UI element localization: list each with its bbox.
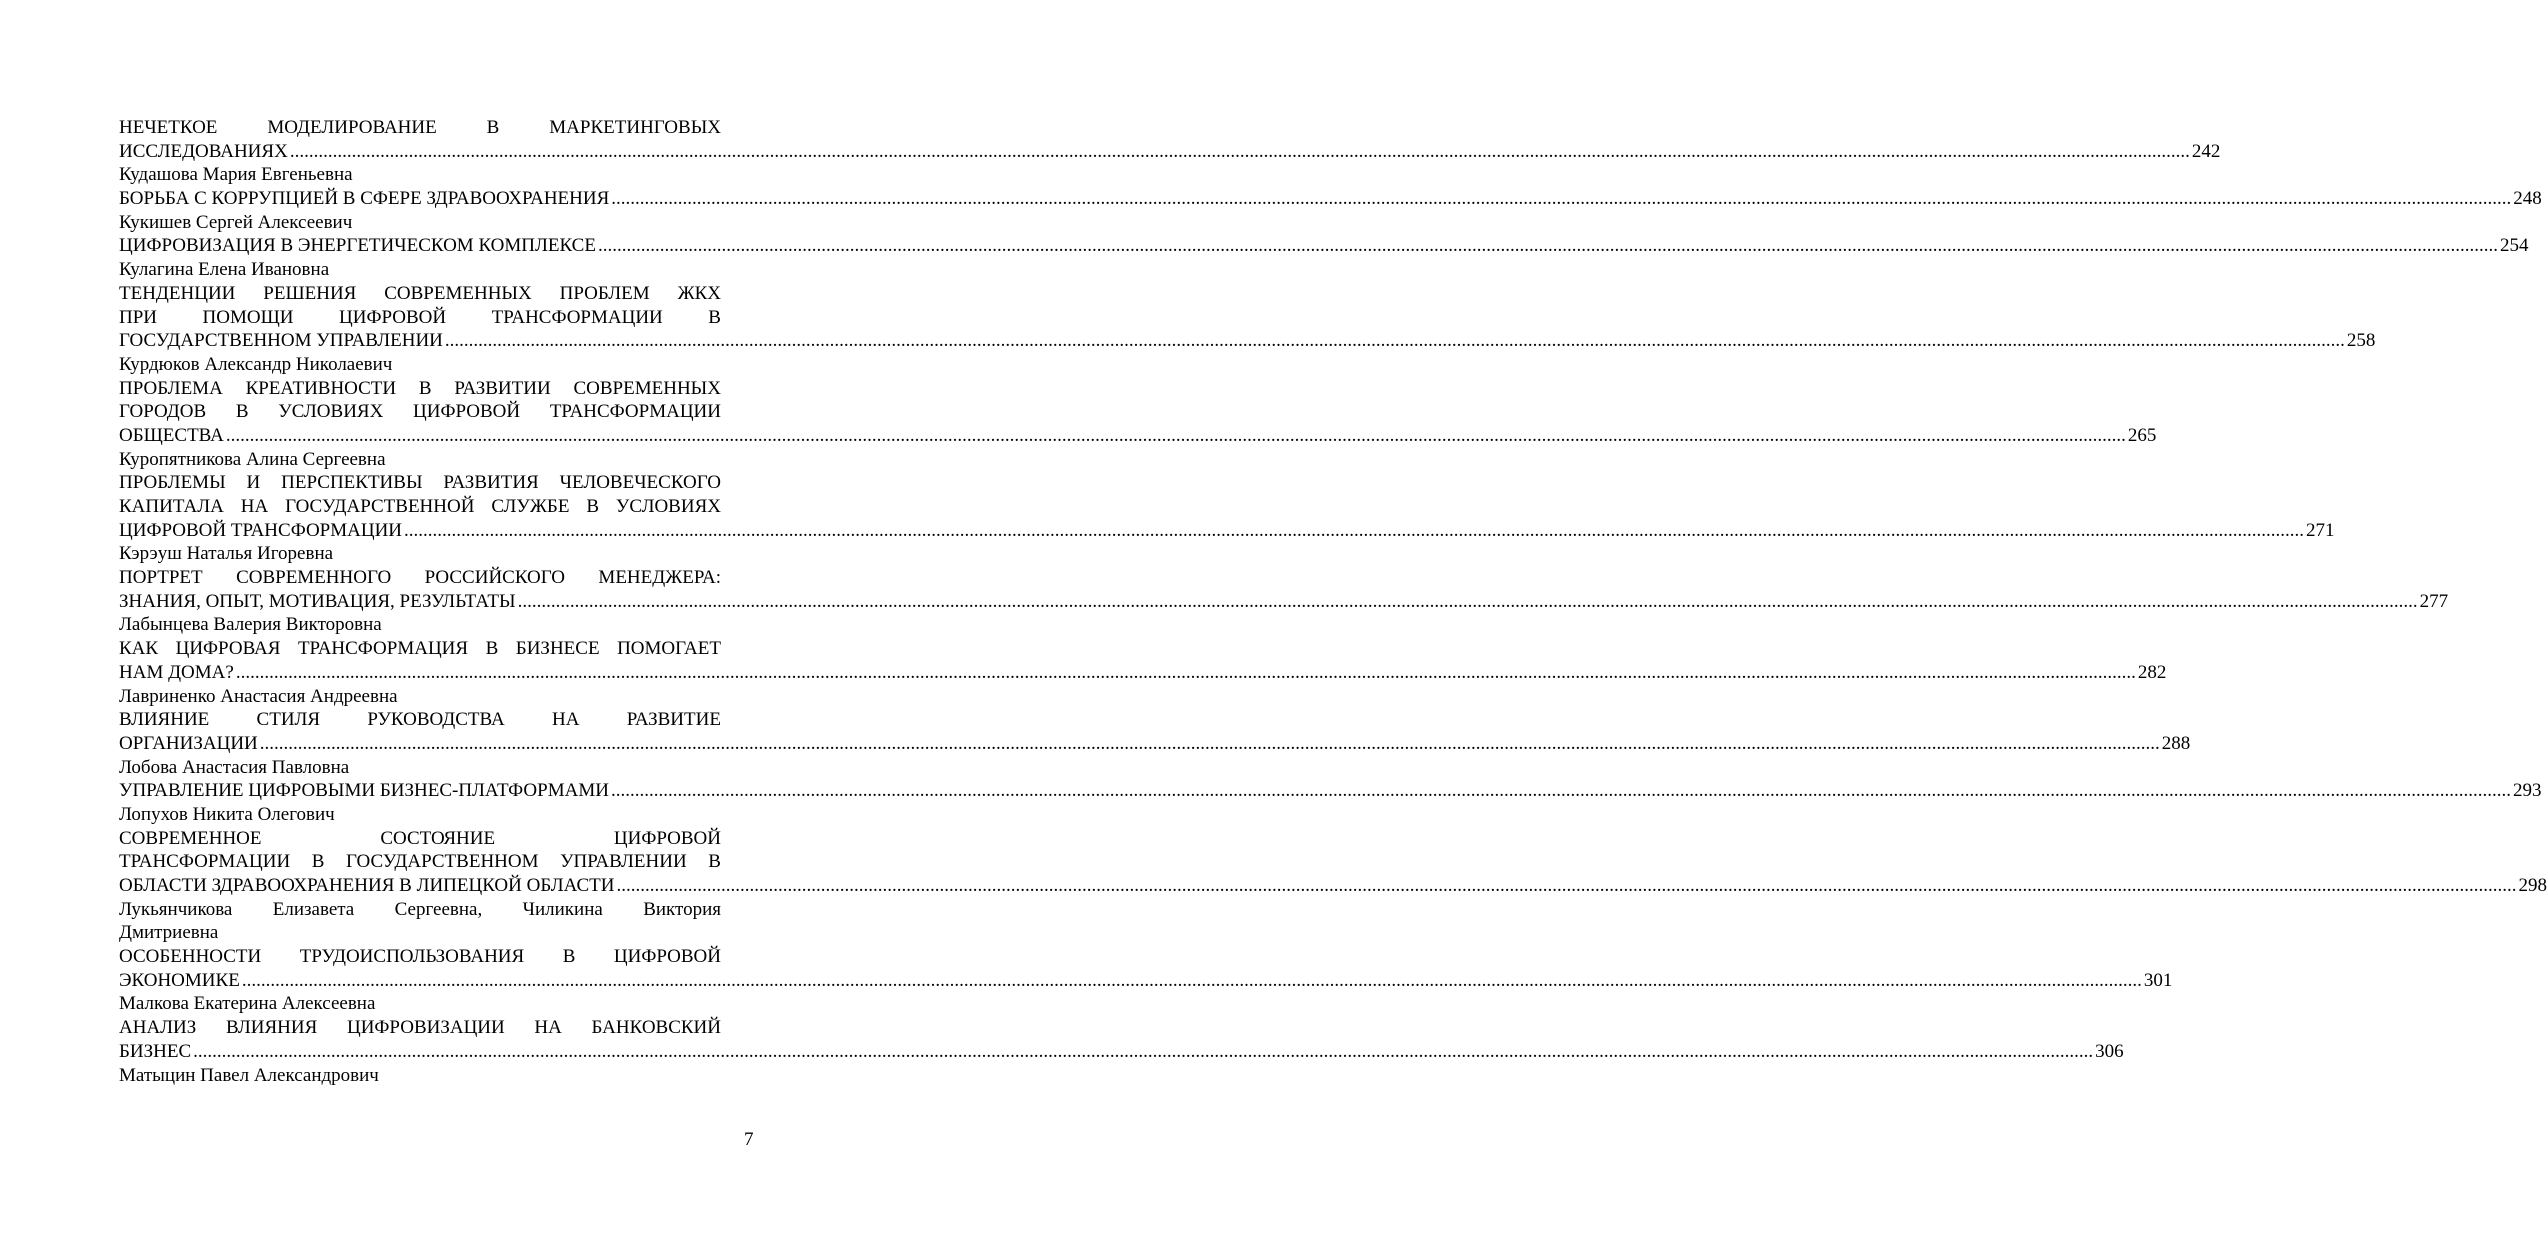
toc-author: Лопухов Никита Олегович xyxy=(119,803,335,825)
toc-word: ВЛИЯНИЯ xyxy=(225,1017,318,1039)
toc-word: УПРАВЛЕНИИ xyxy=(560,851,687,873)
toc-entry[interactable] xyxy=(119,827,2547,945)
toc-word: ПОМОЩИ xyxy=(202,306,294,328)
toc-word: АНАЛИЗ xyxy=(119,1017,197,1039)
toc-title-text: БОРЬБА С КОРРУПЦИЕЙ В СФЕРЕ ЗДРАВООХРАНЕНИЯ xyxy=(119,188,610,210)
toc-page-number: 293 xyxy=(2512,780,2542,802)
toc-word: В xyxy=(485,638,499,660)
toc-leader-dots: ................................................................................................................................................................................................................................................................................................................................................................................................................ xyxy=(444,330,2345,352)
toc-title-last-line xyxy=(119,732,2191,756)
toc-word: В xyxy=(418,377,432,399)
toc-word: СЛУЖБЕ xyxy=(491,496,570,517)
toc-word: УСЛОВИЯХ xyxy=(278,401,384,423)
toc-title-last-line xyxy=(119,140,2221,164)
toc-title-line xyxy=(119,827,721,851)
toc-author: Кудашова Мария Евгеньевна xyxy=(119,164,353,186)
toc-page-number: 282 xyxy=(2137,661,2167,683)
toc-title-line xyxy=(119,637,721,661)
toc-entry[interactable] xyxy=(119,282,2376,377)
toc-page-number: 271 xyxy=(2306,519,2335,541)
toc-entry[interactable] xyxy=(119,471,2335,566)
toc-title-line xyxy=(119,495,721,519)
toc-page-number: 258 xyxy=(2346,330,2376,352)
toc-title-line xyxy=(119,282,721,306)
toc-title-last-line xyxy=(119,1040,2124,1064)
toc-title-last-line xyxy=(119,661,2167,685)
toc-title-last-line xyxy=(119,187,2542,211)
toc-word: ГОСУДАРСТВЕННОЙ xyxy=(285,496,475,517)
toc-title-line xyxy=(119,945,721,969)
toc-leader-dots: ................................................................................................................................................................................................................................................................................................................................................................................................................ xyxy=(597,235,2498,257)
toc-leader-dots: ................................................................................................................................................................................................................................................................................................................................................................................................................ xyxy=(225,424,2126,446)
toc-title-last-line xyxy=(119,424,2157,448)
toc-title-line xyxy=(119,471,721,495)
toc-word: ТРАНСФОРМАЦИИ xyxy=(119,851,291,873)
toc-title-line xyxy=(119,116,721,140)
toc-word: ТРУДОИСПОЛЬЗОВАНИЯ xyxy=(299,946,525,968)
toc-entry[interactable] xyxy=(119,116,2221,187)
table-of-contents xyxy=(119,116,2547,1087)
toc-author: Кулагина Елена Ивановна xyxy=(119,259,330,281)
toc-word: ПРИ xyxy=(119,306,158,328)
toc-leader-dots: ................................................................................................................................................................................................................................................................................................................................................................................................................ xyxy=(517,590,2418,612)
toc-title-last-line xyxy=(119,590,2449,614)
toc-leader-dots: ................................................................................................................................................................................................................................................................................................................................................................................................................ xyxy=(235,661,2136,683)
toc-word: БИЗНЕСЕ xyxy=(515,638,600,660)
toc-word: СОСТОЯНИЕ xyxy=(380,827,496,849)
toc-word: ЖКХ xyxy=(677,282,721,304)
toc-author: Кукишев Сергей Алексеевич xyxy=(119,211,353,233)
toc-word: В xyxy=(708,306,721,328)
toc-word: ЦИФРОВИЗАЦИИ xyxy=(346,1017,505,1039)
toc-word: ВЛИЯНИЕ xyxy=(119,709,210,731)
toc-leader-dots: ................................................................................................................................................................................................................................................................................................................................................................................................................ xyxy=(610,780,2511,802)
toc-title-text: ГОСУДАРСТВЕННОМ УПРАВЛЕНИИ xyxy=(119,330,443,352)
toc-title-line xyxy=(119,377,721,401)
toc-leader-dots: ................................................................................................................................................................................................................................................................................................................................................................................................................ xyxy=(611,188,2512,210)
toc-word: ЦИФРОВОЙ xyxy=(613,827,721,849)
toc-leader-dots: ................................................................................................................................................................................................................................................................................................................................................................................................................ xyxy=(289,140,2190,162)
toc-word: ЦИФРОВОЙ xyxy=(339,306,447,328)
toc-entry[interactable] xyxy=(119,234,2529,281)
toc-word: КАПИТАЛА xyxy=(119,496,224,517)
toc-page-number: 301 xyxy=(2143,969,2173,991)
toc-word: СОВРЕМЕННОГО xyxy=(236,567,392,589)
toc-title-text: ОБЛАСТИ ЗДРАВООХРАНЕНИЯ В ЛИПЕЦКОЙ ОБЛАСТИ xyxy=(119,875,615,896)
toc-author: Куропятникова Алина Сергеевна xyxy=(119,448,386,470)
toc-entry[interactable] xyxy=(119,187,2542,234)
toc-title-text: ЗНАНИЯ, ОПЫТ, МОТИВАЦИЯ, РЕЗУЛЬТАТЫ xyxy=(119,590,516,612)
toc-title-last-line xyxy=(119,329,2376,353)
toc-title-line xyxy=(119,306,721,330)
toc-author: Малкова Екатерина Алексеевна xyxy=(119,993,376,1015)
toc-word: ЦИФРОВОЙ xyxy=(613,946,721,968)
toc-title-text: УПРАВЛЕНИЕ ЦИФРОВЫМИ БИЗНЕС-ПЛАТФОРМАМИ xyxy=(119,780,609,802)
toc-word: В xyxy=(708,851,721,873)
toc-word: РАЗВИТИЯ xyxy=(443,472,539,494)
toc-word: РАЗВИТИИ xyxy=(454,377,551,399)
toc-word: ГОРОДОВ xyxy=(119,401,207,423)
toc-page-number: 277 xyxy=(2419,590,2449,612)
toc-word: ЦИФРОВОЙ xyxy=(413,401,521,423)
toc-word: ОСОБЕННОСТИ xyxy=(119,946,262,968)
toc-word: ПОРТРЕТ xyxy=(119,567,203,589)
toc-leader-dots: ................................................................................................................................................................................................................................................................................................................................................................................................................ xyxy=(193,1040,2094,1062)
toc-title-line xyxy=(119,566,721,590)
toc-leader-dots: ................................................................................................................................................................................................................................................................................................................................................................................................................ xyxy=(259,732,2160,754)
toc-author: Матыцин Павел Александрович xyxy=(119,1064,379,1086)
toc-entry[interactable] xyxy=(119,1016,2124,1087)
toc-page-number: 265 xyxy=(2127,424,2157,446)
toc-word: РЕШЕНИЯ xyxy=(263,282,357,304)
toc-title-text: ИССЛЕДОВАНИЯХ xyxy=(119,140,288,162)
toc-word: НА xyxy=(240,496,269,517)
toc-author-line: Дмитриевна xyxy=(119,922,219,944)
toc-word: КРЕАТИВНОСТИ xyxy=(245,377,397,399)
toc-leader-dots: ................................................................................................................................................................................................................................................................................................................................................................................................................ xyxy=(616,875,2517,896)
toc-word: МАРКЕТИНГОВЫХ xyxy=(549,117,721,138)
toc-entry[interactable] xyxy=(119,566,2449,637)
toc-word: НА xyxy=(534,1017,562,1039)
toc-word: ГОСУДАРСТВЕННОМ xyxy=(345,851,539,873)
toc-title-line xyxy=(119,400,721,424)
toc-author-line xyxy=(119,898,721,922)
toc-title-text: ЭКОНОМИКЕ xyxy=(119,969,240,991)
toc-word: ТРАНСФОРМАЦИИ xyxy=(491,306,663,328)
toc-word: СОВРЕМЕННЫХ xyxy=(384,282,532,304)
toc-word: Елизавета xyxy=(272,898,355,920)
toc-author: Лабынцева Валерия Викторовна xyxy=(119,614,382,636)
toc-title-last-line xyxy=(119,969,2173,993)
toc-word: В xyxy=(235,401,249,423)
toc-word: РОССИЙСКОГО xyxy=(424,567,565,589)
toc-title-text: ОРГАНИЗАЦИИ xyxy=(119,732,258,754)
toc-page-number: 298 xyxy=(2518,875,2547,896)
toc-word: НА xyxy=(552,709,580,731)
toc-leader-dots: ................................................................................................................................................................................................................................................................................................................................................................................................................ xyxy=(404,519,2305,541)
toc-entry[interactable] xyxy=(119,377,2157,472)
toc-word: ТРАНСФОРМАЦИЯ xyxy=(297,638,469,660)
toc-word: Виктория xyxy=(643,898,721,920)
toc-word: В xyxy=(586,496,600,517)
toc-page-number: 288 xyxy=(2161,732,2191,754)
toc-title-text: БИЗНЕС xyxy=(119,1040,192,1062)
toc-word: В xyxy=(486,117,500,138)
toc-title-text: ОБЩЕСТВА xyxy=(119,424,224,446)
toc-word: БАНКОВСКИЙ xyxy=(591,1017,721,1039)
toc-title-last-line xyxy=(119,234,2529,258)
toc-page-number: 242 xyxy=(2191,140,2221,162)
toc-title-line xyxy=(119,708,721,732)
toc-entry[interactable] xyxy=(119,637,2167,708)
toc-title-text: НАМ ДОМА? xyxy=(119,661,234,683)
toc-word: Сергеевна, xyxy=(394,898,483,920)
toc-word: ПРОБЛЕМ xyxy=(559,282,650,304)
toc-word: ПЕРСПЕКТИВЫ xyxy=(281,472,423,494)
toc-word: СОВРЕМЕННЫХ xyxy=(573,377,721,399)
toc-word: ТЕНДЕНЦИИ xyxy=(119,282,236,304)
toc-word: В xyxy=(562,946,576,968)
toc-page-number: 248 xyxy=(2513,188,2542,210)
toc-author: Лавриненко Анастасия Андреевна xyxy=(119,685,398,707)
toc-word: МЕНЕДЖЕРА: xyxy=(598,567,721,589)
toc-title-line xyxy=(119,1016,721,1040)
toc-entry[interactable] xyxy=(119,945,2173,1016)
toc-word: ПРОБЛЕМЫ xyxy=(119,472,226,494)
toc-page-number: 306 xyxy=(2095,1040,2124,1062)
toc-author: Курдюков Александр Николаевич xyxy=(119,353,393,375)
toc-page-number: 254 xyxy=(2499,235,2529,257)
toc-title-last-line xyxy=(119,779,2542,803)
toc-title-text: ЦИФРОВИЗАЦИЯ В ЭНЕРГЕТИЧЕСКОМ КОМПЛЕКСЕ xyxy=(119,235,596,257)
toc-leader-dots: ................................................................................................................................................................................................................................................................................................................................................................................................................ xyxy=(241,969,2142,991)
toc-word: ЧЕЛОВЕЧЕСКОГО xyxy=(559,472,721,494)
toc-word: Лукьянчикова xyxy=(119,898,233,920)
toc-word: УСЛОВИЯХ xyxy=(615,496,721,517)
toc-word: И xyxy=(246,472,261,494)
toc-word: В xyxy=(311,851,325,873)
toc-word: РАЗВИТИЕ xyxy=(626,709,721,731)
toc-word: ПРОБЛЕМА xyxy=(119,377,223,399)
toc-word: РУКОВОДСТВА xyxy=(367,709,505,731)
toc-title-last-line xyxy=(119,519,2335,543)
toc-entry[interactable] xyxy=(119,708,2191,779)
toc-title-line xyxy=(119,850,721,874)
toc-word: ПОМОГАЕТ xyxy=(617,638,721,660)
toc-word: КАК xyxy=(119,638,159,660)
toc-word: ЦИФРОВАЯ xyxy=(175,638,281,660)
toc-title-last-line xyxy=(119,874,2547,898)
toc-title-text: ЦИФРОВОЙ ТРАНСФОРМАЦИИ xyxy=(119,519,403,541)
page-number: 7 xyxy=(744,1129,754,1150)
toc-word: ТРАНСФОРМАЦИИ xyxy=(549,401,721,423)
toc-word: МОДЕЛИРОВАНИЕ xyxy=(267,117,437,138)
toc-word: СТИЛЯ xyxy=(256,709,321,731)
toc-author: Кэрэуш Наталья Игоревна xyxy=(119,543,334,565)
toc-word: СОВРЕМЕННОЕ xyxy=(119,827,262,849)
toc-author: Лобова Анастасия Павловна xyxy=(119,756,350,778)
toc-word: Чиликина xyxy=(522,898,603,920)
toc-entry[interactable] xyxy=(119,779,2542,826)
toc-word: НЕЧЕТКОЕ xyxy=(119,117,218,138)
